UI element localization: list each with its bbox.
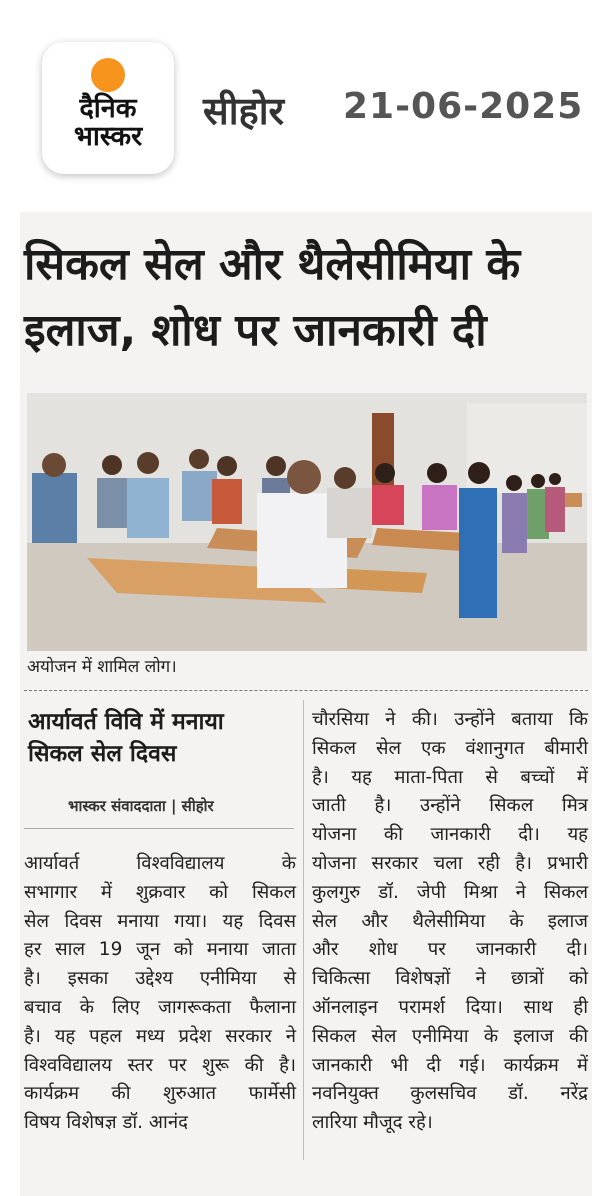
text-line: है। यह माता-पिता से बच्चों में [312,766,588,788]
text-line: चौरसिया ने की। उन्होंने बताया कि [312,709,588,730]
subheadline-line: आर्यावर्त विवि में मनाया [28,709,224,735]
text-line: है। यह पहल मध्य प्रदेश सरकार ने [24,1025,296,1047]
text-line: योजना की जानकारी दी। यह [312,824,588,846]
text-line: विश्वविद्यालय स्तर पर शुरू की है। [24,1054,296,1076]
text-line: है। इसका उद्देश्य एनीमिया से [24,968,296,990]
text-line: सेल और थैलेसीमिया के इलाज [312,910,588,932]
text-line: सिकल सेल एक वंशानुगत बीमारी [312,737,588,759]
byline: भास्कर संवाददाता | सीहोर [68,797,214,815]
article-body-right-column [312,706,588,1138]
text-line: लारिया मौजूद रहे। [312,1112,433,1134]
article-headline [24,232,594,364]
text-line: हर साल 19 जून को मनाया जाता [24,939,296,961]
logo-text-line2: भास्कर [73,121,143,152]
edition-date: 21-06-2025 [343,86,584,127]
event-photo-illustration [27,393,587,651]
subheadline-line: सिकल सेल दिवस [28,741,177,767]
headline-line: इलाज, शोध पर जानकारी दी [24,305,487,356]
text-line: योजना सरकार चला रही है। प्रभारी [312,852,588,874]
text-line: कुलगुरु डॉ. जेपी मिश्रा ने सिकल [312,881,588,903]
text-line: जानकारी भी दी गई। कार्यक्रम में [312,1054,588,1076]
logo-text-line1: दैनिक [79,93,137,124]
text-line: और शोध पर जानकारी दी। [312,939,588,961]
text-line: जाती है। उन्होंने सिकल मित्र [312,795,588,817]
divider [24,690,588,691]
column-divider [303,700,304,1160]
text-line: ऑनलाइन परामर्श दिया। साथ ही [312,996,588,1018]
text-line: बचाव के लिए जागरूकता फैलाना [24,996,296,1018]
header [0,0,601,200]
text-line: आर्यावर्त विश्वविद्यालय के [24,853,296,874]
divider [24,828,294,829]
headline-line: सिकल सेल और थैलेसीमिया के [24,239,521,290]
text-line: सभागार में शुक्रवार को सिकल [24,881,296,903]
text-line: चिकित्सा विशेषज्ञों ने छात्रों को [312,968,588,990]
event-photo [27,393,587,651]
dainik-bhaskar-logo[interactable] [42,42,174,174]
text-line: सिकल सेल एनीमिया के इलाज की [312,1025,588,1047]
text-line: नवनियुक्त कुलसचिव डॉ. नरेंद्र [312,1083,588,1105]
article-body-left-column [24,850,296,1138]
text-line: विषय विशेषज्ञ डॉ. आनंद [24,1112,188,1134]
text-line: सेल दिवस मनाया गया। यह दिवस [24,910,296,932]
edition-city: सीहोर [203,89,285,133]
sun-icon [91,58,125,92]
photo-caption: अयोजन में शामिल लोग। [27,657,177,677]
text-line: कार्यक्रम की शुरुआत फार्मेसी [24,1083,296,1105]
article-subheadline [28,706,296,770]
